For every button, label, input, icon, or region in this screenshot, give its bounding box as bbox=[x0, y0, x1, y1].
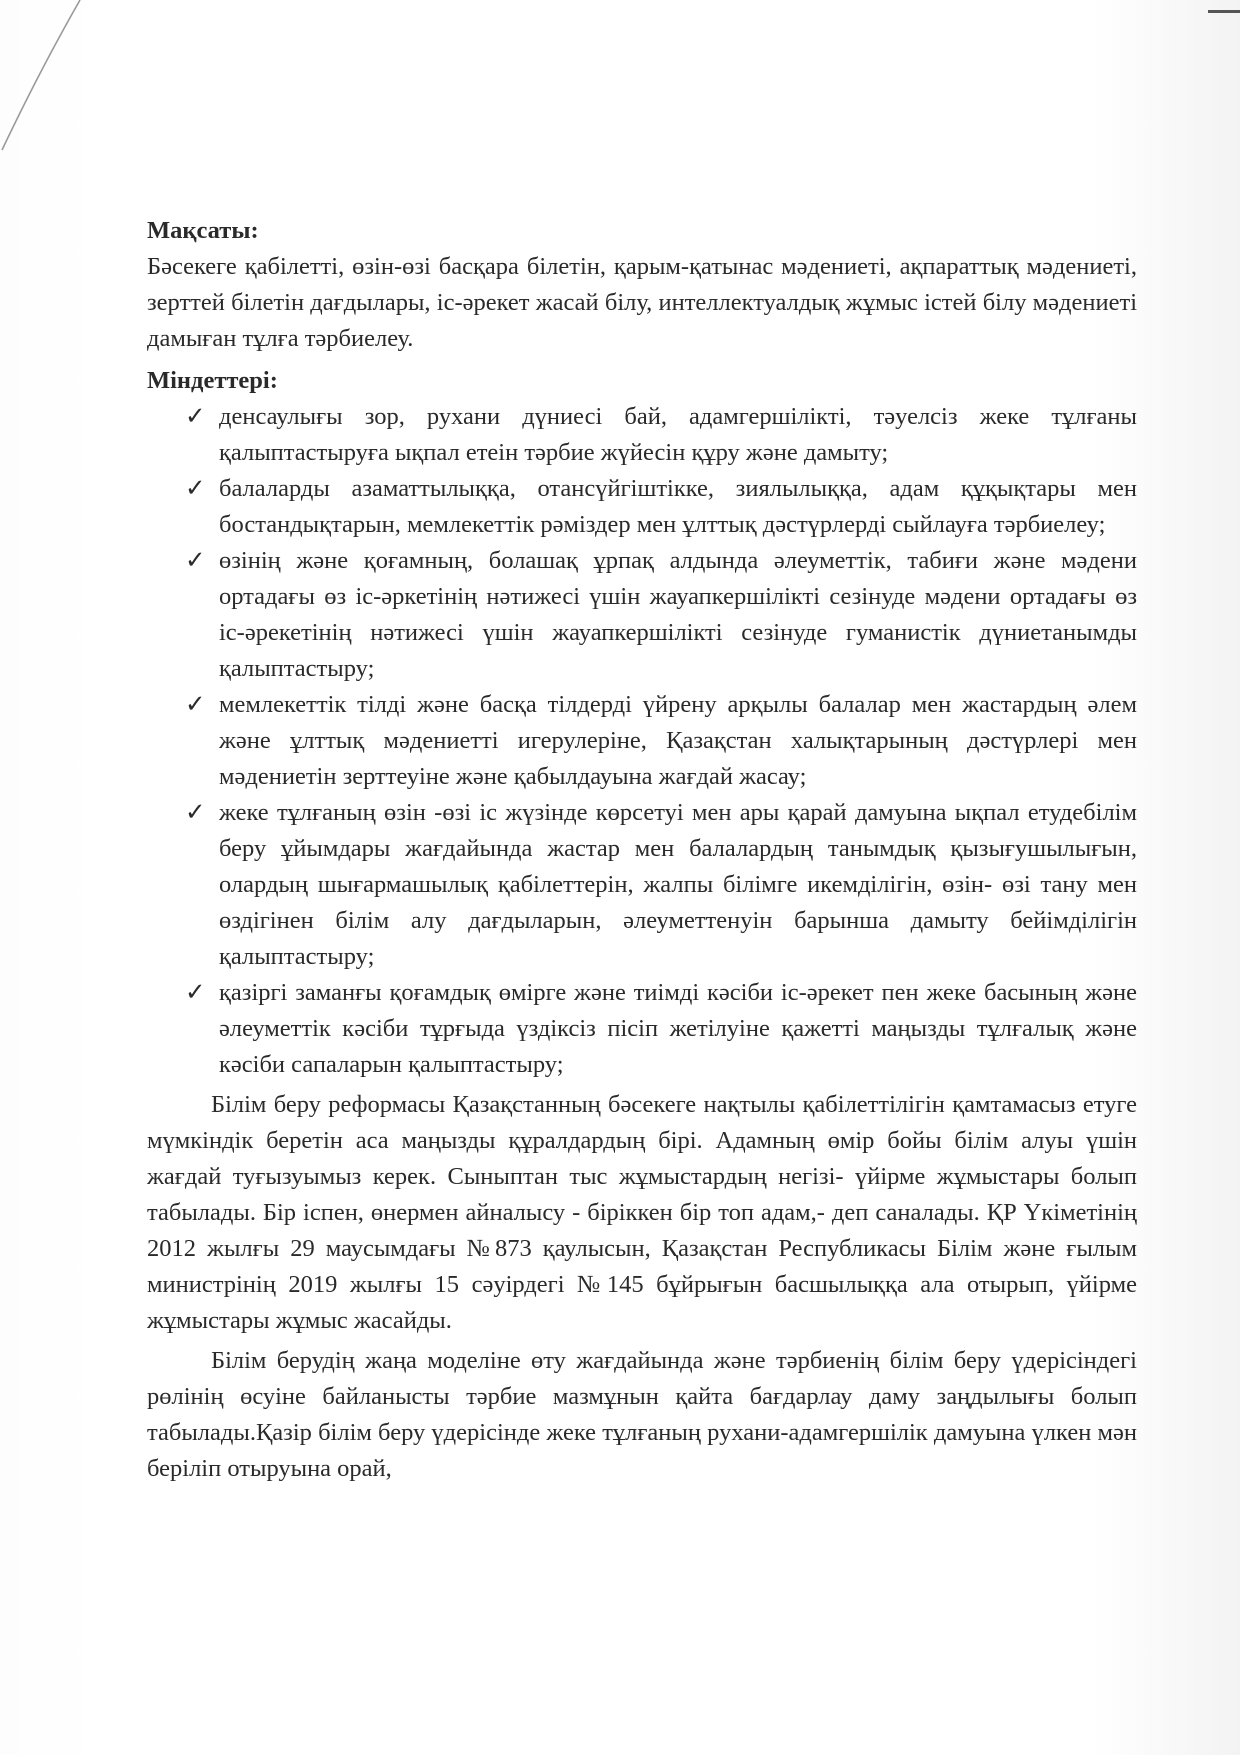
tasks-heading: Міндеттері: bbox=[147, 367, 278, 394]
checkmark-icon: ✓ bbox=[185, 979, 206, 1006]
task-item: ✓ өзінің және қоғамның, болашақ ұрпақ алдында әлеуметтік, табиғи және мәдени ортадағы өз іс-әркетінің нәтижесі үшін жауапкершілікті сезінуде мәдени ортадағы өз іс-әрекетінің нәтижесі үшін жауапкершілікті сезінуде гуманистік дүниетанымды қалыптастыру; bbox=[185, 543, 1137, 687]
task-item: ✓ денсаулығы зор, рухани дүниесі бай, адамгершілікті, тәуелсіз жеке тұлғаны қалыптастыруға ықпал етеін тәрбие жүйесін құру және дамыту; bbox=[185, 399, 1137, 471]
document-body bbox=[147, 213, 1137, 1487]
page-fold-line bbox=[0, 0, 100, 170]
checkmark-icon: ✓ bbox=[185, 547, 206, 574]
checkmark-icon: ✓ bbox=[185, 799, 206, 826]
task-item: ✓ мемлекеттік тілді және басқа тілдерді үйрену арқылы балалар мен жастардың әлем және ұлттық мәдениетті игерулеріне, Қазақстан халықтарының дәстүрлері мен мәдениетін зерттеуіне және қабылдауына жағдай жасау; bbox=[185, 687, 1137, 795]
body-paragraph: Білім берудің жаңа моделіне өту жағдайында және тәрбиенің білім беру үдерісіндегі рөлінің өсуіне байланысты тәрбие мазмұнын қайта бағдарлау даму заңдылығы болып табылады.Қазір білім беру үдерісінде жеке тұлғаның рухани-адамгершілік дамуына үлкен мән беріліп отыруына орай, bbox=[147, 1347, 1137, 1482]
goal-text: Бәсекеге қабілетті, өзін-өзі басқара білетін, қарым-қатынас мәдениеті, ақпараттық мәдениеті, зерттей білетін дағдылары, іс-әрекет жасай білу, интеллектуалдық жұмыс істей білу мәдениеті дамыған тұлға тәрбиелеу. bbox=[147, 253, 1137, 352]
checkmark-icon: ✓ bbox=[185, 403, 206, 430]
task-item: ✓ жеке тұлғаның өзін -өзі іс жүзінде көрсетуі мен ары қарай дамуына ықпал етудебілім беру ұйымдары жағдайында жастар мен балалардың танымдық қызығушылығын, олардың шығармашылық қабілеттерін, жалпы білімге икемділігін, өзін- өзі тану мен өздігінен білім алу дағдыларын, әлеуметтенуін барынша дамыту бейімділігін қалыптастыру; bbox=[185, 795, 1137, 975]
task-item: ✓ балаларды азаматтылыққа, отансүйгіштікке, зиялылыққа, адам құқықтары мен бостандықтарын, мемлекеттік рәміздер мен ұлттық дәстүрлерді сыйлауға тәрбиелеу; bbox=[185, 471, 1137, 543]
corner-mark bbox=[1208, 10, 1240, 13]
checkmark-icon: ✓ bbox=[185, 475, 206, 502]
tasks-list bbox=[147, 399, 1137, 1083]
body-paragraph: Білім беру реформасы Қазақстанның бәсекеге нақтылы қабілеттілігін қамтамасыз етуге мүмкіндік беретін аса маңызды құралдардың бірі. Адамның өмір бойы білім алуы үшін жағдай туғызуымыз керек. Сыныптан тыс жұмыстардың негізі- үйірме жұмыстары болып табылады. Бір іспен, өнермен айналысу - біріккен бір топ адам,- деп саналады. ҚР Үкіметінің 2012 жылғы 29 маусымдағы №873 қаулысын, Қазақстан Республикасы Білім және ғылым министрінің 2019 жылғы 15 сәуірдегі №145 бұйрығын басшылыққа ала отырып, үйірме жұмыстары жұмыс жасайды. bbox=[147, 1091, 1137, 1334]
task-item: ✓ қазіргі заманғы қоғамдық өмірге және тиімді кәсіби іс-әрекет пен жеке басының және әлеуметтік кәсіби тұрғыда үздіксіз пісіп жетілуіне қажетті маңызды тұлғалық және кәсіби сапаларын қалыптастыру; bbox=[185, 975, 1137, 1083]
goal-heading: Мақсаты: bbox=[147, 217, 259, 244]
checkmark-icon: ✓ bbox=[185, 691, 206, 718]
